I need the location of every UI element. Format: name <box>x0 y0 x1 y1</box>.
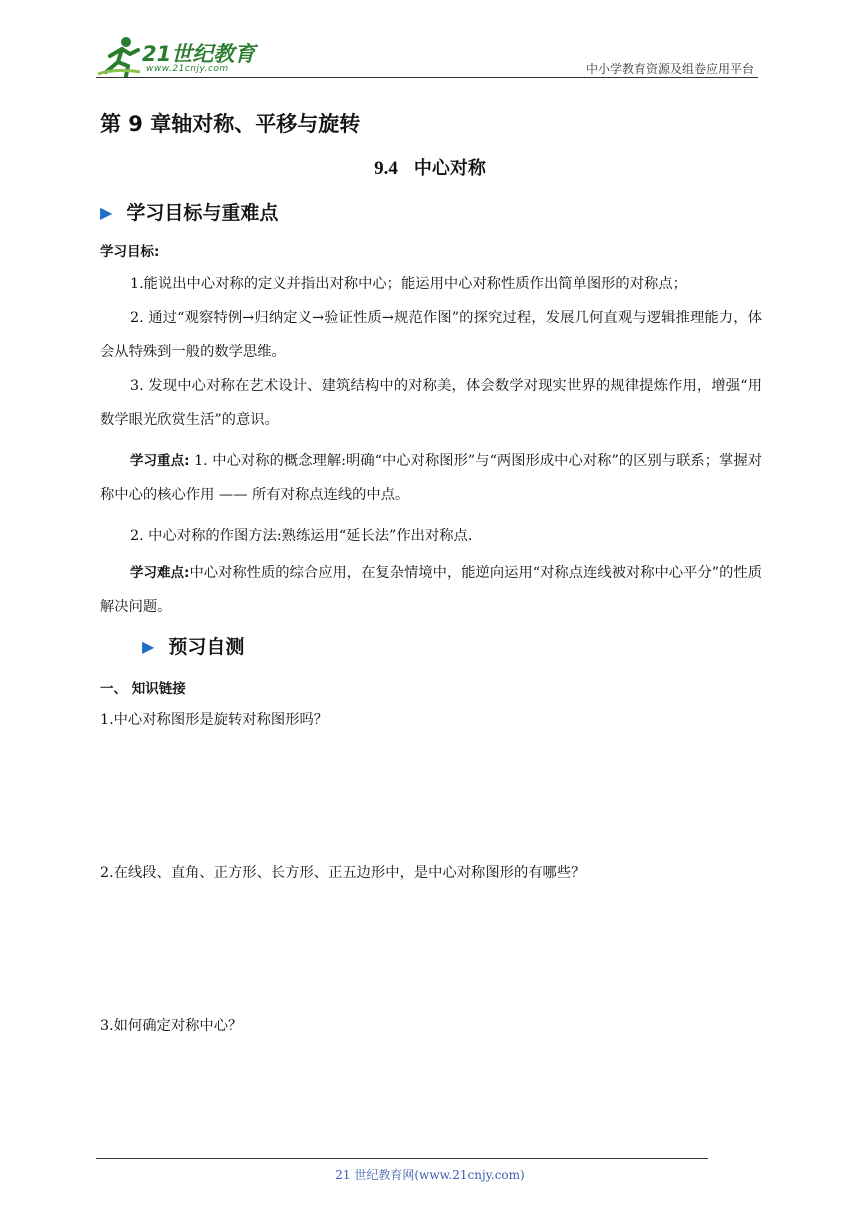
section-number: 9.4 <box>374 158 398 179</box>
question-item: 2.在线段、直角、正方形、长方形、正五边形中，是中心对称图形的有哪些？ <box>100 865 586 881</box>
site-logo <box>96 34 266 78</box>
footer-text: 21 世纪教育网(www.21cnjy.com) <box>335 1168 525 1182</box>
question-item: 3.如何确定对称中心？ <box>100 1018 243 1034</box>
footer-divider <box>96 1158 708 1159</box>
difficulty-label: 学习难点: <box>130 565 190 581</box>
logo-text: 21世纪教育 <box>142 42 256 66</box>
difficulty <box>100 556 762 624</box>
triangle-bullet-icon: ▶ <box>142 637 155 656</box>
section-title <box>0 154 860 180</box>
key-points <box>100 444 762 512</box>
goal-item: 3. 发现中心对称在艺术设计、建筑结构中的对称美，体会数学对现实世界的规律提炼作用，增强“用数学眼光欣赏生活”的意识。 <box>100 378 762 428</box>
key-points-item2: 2. 中心对称的作图方法:熟练运用“延长法”作出对称点. <box>130 528 473 544</box>
header-divider <box>96 77 758 78</box>
preview-heading <box>142 632 244 659</box>
goal-item: 1.能说出中心对称的定义并指出对称中心；能运用中心对称性质作出简单图形的对称点； <box>130 276 687 292</box>
preview-heading-text: 预习自测 <box>168 636 245 658</box>
platform-label: 中小学教育资源及组卷应用平台 <box>585 62 754 76</box>
question-item: 1.中心对称图形是旋转对称图形吗？ <box>100 712 329 728</box>
triangle-bullet-icon: ▶ <box>100 203 113 222</box>
goals-heading-text: 学习目标与重难点 <box>126 202 279 224</box>
difficulty-text: 中心对称性质的综合应用，在复杂情境中，能逆向运用“对称点连线被对称中心平分”的性质解决问题。 <box>100 565 762 615</box>
page-header <box>96 34 756 80</box>
runner-logo-icon <box>96 34 146 78</box>
key-points-item1: 1. 中心对称的概念理解:明确“中心对称图形”与“两图形成中心对称”的区别与联系；掌握对称中心的核心作用 —— 所有对称点连线的中点。 <box>100 453 762 503</box>
logo-url: www.21cnjy.com <box>146 64 229 74</box>
goals-heading <box>100 198 278 225</box>
part-one-label: 一、 知识链接 <box>100 681 186 697</box>
goal-item: 2. 通过“观察特例→归纳定义→验证性质→规范作图”的探究过程，发展几何直观与逻辑推理能力，体会从特殊到一般的数学思维。 <box>100 310 762 360</box>
goals-label: 学习目标: <box>100 244 160 260</box>
key-points-label: 学习重点: <box>130 453 190 469</box>
section-name: 中心对称 <box>413 158 486 179</box>
chapter-title: 第 9 章轴对称、平移与旋转 <box>100 112 361 136</box>
